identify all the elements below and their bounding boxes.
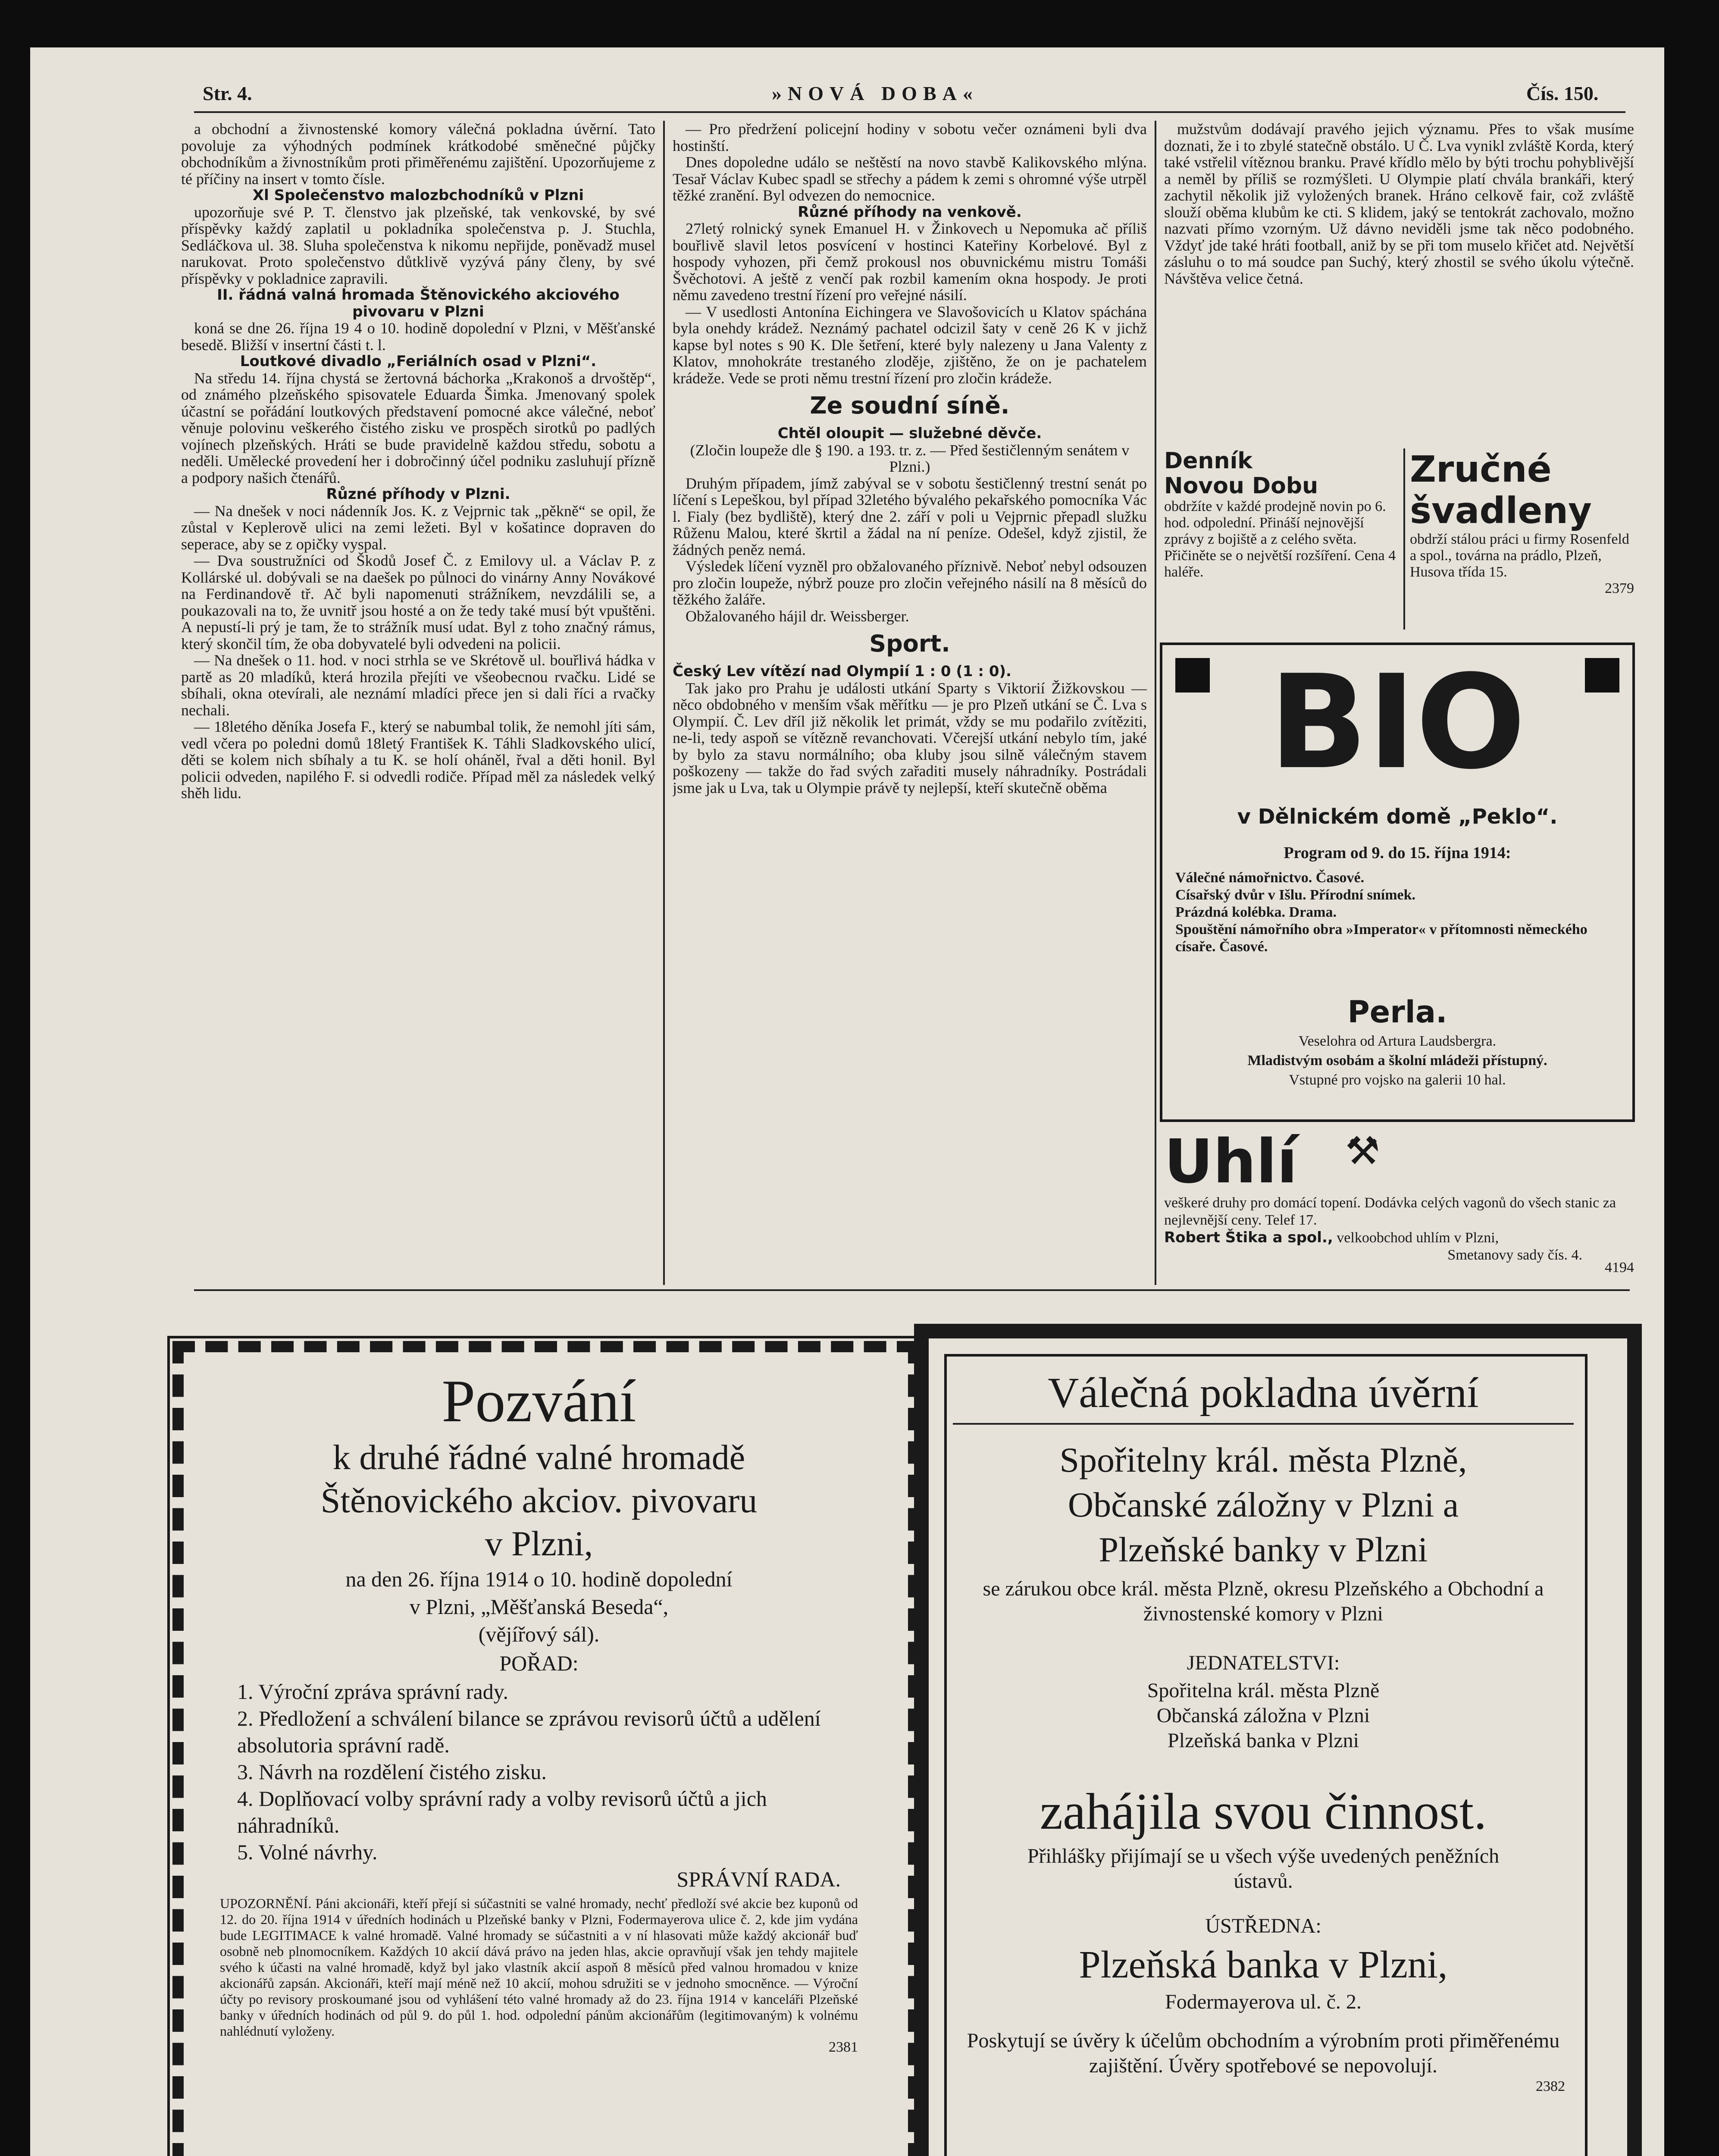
notice: UPOZORNĚNÍ. Páni akcionáři, kteří přejí si súčastniti se valné hromady, nechť předloží své akcie bez kuponů od 12. do 20. října 1914 v úředních hodinách u Plzeňské banky v Plzni, Fodermayerova ulice č. 2, kde jim vydána bude LEGITIMACE k valné hromadě. Valné hromady se súčastniti a v ní hlasovati může každý akcionář buď osobně neb plnomocníkem. Každých 10 akcií dává právo na jeden hlas, akcie opravňují však jen tehdy majitele svého k účasti na valné hromadě, když byl jako vlastník akcií aspoň 8 měsíců před valnou hromadou v knize akcionářů zapsán. Akcionáři, kteří mají méně než 10 akcií, mohou sdružiti se v jednoho smocněnce. — Výroční účty po revisory proskoumané jsou od vyhlášení této valné hromady až do 23. října 1914 v kanceláři Plzeňské banky v úředních hodinách od půl 9. do půl 1. hod. odpolední pánům akcionářům (legitimovaným) k volnému nahlédnutí vyloženy. (220, 1896, 858, 2039)
program-heading: Program od 9. do 15. října 1914: (1284, 844, 1511, 862)
ad-seamstress (1410, 448, 1634, 630)
column-rule (663, 121, 665, 1285)
office-item: Občanská záložna v Plzni (1156, 1704, 1370, 1727)
ad-pozvani (203, 1367, 875, 2056)
newspaper-page (30, 47, 1664, 2156)
title-rule (953, 1423, 1574, 1425)
ad-line: Přihlášky přijímají se u všech výše uvedených peněžních ústavů. (1027, 1845, 1500, 1893)
paragraph: Výsledek líčení vyzněl pro obžalovaného příznivě. Neboť nebyl odsouzen pro zločin loupeže, nýbrž pouze pro zločin veřejného násilí na 8 měsíců do těžkého žaláře. (673, 558, 1147, 608)
perla-subtitle: Veselohra od Artura Laudsbergra. (1298, 1033, 1497, 1049)
ad-line: Spořitelny král. města Plzně, (1059, 1440, 1467, 1479)
issue-number: Čís. 150. (1526, 82, 1599, 104)
paragraph: 27letý rolnický synek Emanuel H. v Žinkovech u Nepomuka ač příliš bouřlivě slavil letos posvícení v hostinci Kateřiny Korbelové. Byl z hospody vyhozen, při čemž prokousl nos obuvnickému mistru Tomáši Švěchotovi. A ještě z venčí pak rozbil kamením okna hospody. Je proti němu zavedeno trestní řízení pro veřejné násilí. (673, 220, 1147, 304)
entry-note: Vstupné pro vojsko na galerii 10 hal. (1289, 1072, 1506, 1088)
paragraph: Na středu 14. října chystá se žertovná báchorka „Krakonoš a drvoštěp“, od známého plzeňského spisovatele Eduarda Šimka. Jmenovaný spolek účastní se pořádání loutkových představení pomocné akce válečné, neboť věnuje polovinu veškerého čistého zisku ve prospěch sirotků po padlých vojínech plzeňských. Hráti se bude pravidelně každou středu, sobotu a neděli. Umělecké provedení her i dobročinný účel podniku zasluhují přízně a podpory našich čtenářů. (181, 369, 655, 486)
section-rule (194, 1289, 1630, 1291)
hq-bank: Plzeňská banka v Plzni, (1079, 1943, 1448, 1986)
agenda-item: 1. Výroční zpráva správní rady. (237, 1680, 508, 1704)
agenda-item: 4. Doplňovací volby správní rady a volby revisorů účtů a jich náhradníků. (237, 1786, 767, 1837)
ad-number: 2381 (829, 2039, 858, 2055)
address: Smetanovy sady čís. 4. (1447, 1247, 1582, 1263)
hammer-icon: ⚒ (1345, 1128, 1380, 1174)
subheading: Různé příhody na venkově. (798, 203, 1022, 221)
paragraph: Druhým případem, jímž zabýval se v sobotu šestičlenný trestní senát po líčení s Lepeškou, byl případ 32letého bývalého pekařského pomocníka Vác l. Fialy (bez bydliště), který dne 2. září v poli u Vejprnic přepadl služku Růženu Malou, které škrtil a žádal na ní peníze. Odešel, když zjistil, že žádných peněz nemá. (673, 474, 1147, 558)
youth-note: Mladistvým osobám a školní mládeži přístupný. (1247, 1053, 1547, 1069)
paragraph: — V usedlosti Antonína Eichingera ve Slavošovicích u Klatov spáchána byla onehdy krádež. Neznámý pachatel odcizil šaty v ceně 26 K v jichž kapse byl notes s 90 K. Dle šetření, které byly nalezeny u Jana Valenty z Klatov, mnohokráte trestaného zloděje, zjištěno, že on je pachatelem krádeže. Vede se proti němu trestní řízení pro zločin krádeže. (673, 303, 1147, 387)
paragraph: — Na dnešek o 11. hod. v noci strhla se ve Skrétově ul. bouřlivá hádka v partě as 20 mladíků, která hrozila přejíti ve všeobecnou rvačku. Lidé se sbíhali, okna otevírali, ale neznámí mladíci přece jen si dali říci a rvačky nechali. (181, 652, 655, 719)
hq-heading: ÚSTŘEDNA: (1205, 1915, 1321, 1937)
ad-rule (1403, 448, 1405, 630)
column-3 (1164, 121, 1634, 440)
program-list (1175, 869, 1619, 956)
program-item: Válečné námořnictvo. Časové. (1175, 870, 1365, 886)
paragraph: Dnes dopoledne událo se neštěstí na novo stavbě Kalikovského mlýna. Tesař Václav Kubec spadl se střechy a pádem k zemi s ohromné výše utrpěl těžké zranění. Byl odvezen do nemocnice. (673, 154, 1147, 204)
firm-name: Robert Štika a spol., (1164, 1229, 1333, 1246)
masthead: »NOVÁ DOBA« (772, 82, 979, 104)
ad-line: na den 26. října 1914 o 10. hodině dopolední (345, 1567, 733, 1591)
subheading: Loutkové divadlo „Feriálních osad v Plzni“. (240, 353, 597, 370)
ad-line: Plzeňské banky v Plzni (1099, 1530, 1428, 1569)
subheading: II. řádná valná hromada Štěnovického akciového pivovaru v Plzni (217, 286, 620, 320)
ad-coal (1164, 1127, 1634, 1276)
paragraph: upozorňuje své P. T. členstvo jak plzeňské, tak venkovské, by své příspěvky každý zaplatil u pokladníka společenstva p. J. Stuchla, Sedláčkova ul. 38. Sluha společenstva k nikomu nepřijde, poněvadž musel narukovat. Proto společenstvo důtklivě vyzývá pány členy, by své příspěvky v pokladnice zapravili. (181, 203, 655, 287)
subheading: Český Lev vítězí nad Olympií 1 : 0 (1 : 0). (673, 663, 1011, 680)
program-item: Prázdná kolébka. Drama. (1175, 904, 1337, 920)
ad-line: k druhé řádné valné hromadě (332, 1438, 745, 1477)
ad-text: obdrží stálou práci u firmy Rosenfeld a spol., továrna na prádlo, Plzeň, Husova třída 15. (1410, 531, 1629, 580)
page-number: Str. 4. (203, 82, 252, 104)
ad-daily (1164, 448, 1397, 630)
agenda-heading: POŘAD: (499, 1651, 579, 1675)
ad-subtitle: v Dělnickém domě „Peklo“. (1237, 805, 1558, 829)
program-item: Spouštění námořního obra »Imperator« v přítomnosti německého císaře. Časové. (1175, 921, 1587, 955)
office-heading: JEDNATELSTVI: (1187, 1651, 1340, 1674)
ad-number: 2379 (1605, 580, 1634, 596)
ad-line: v Plzni, (485, 1524, 593, 1563)
ad-title: Válečná pokladna úvěrní (1048, 1369, 1479, 1416)
subheading: Xl Společenstvo malozbchodníků v Plzni (252, 187, 584, 204)
paragraph: mužstvům dodávají pravého jejich významu. Přes to však musíme doznati, že i to zbylé statečně obstálo. U Č. Lva vynikl zvláště Korda, který také vstřelil vítěznou branku. Pravé křídlo mělo by býti trochu pohyblivější a neměl by příliš se rozmýšleti. U Olympie platí chvála brankáři, který zachytil několik již vyložených branek. Hráno celkově fair, což zvláště slouží oběma klubům ke cti. S klidem, jaký se tentokrát zachovalo, možno nazvati přímo vzorným. Už dávno neviděli jsme tak něco podobného. Vždyť jde také hráti football, aniž by se při tom muselo křičet atd. Největší zásluhu o to má soudce pan Suchý, který zhostil se svého úkolu výtečně. Návštěva velice četná. (1164, 121, 1634, 287)
paragraph: — Na dnešek v noci nádenník Jos. K. z Vejprnic tak „pěkně“ se opil, že zůstal v Keplerově ulici na zemi ležeti. Byl v košatince dopraven do seperace, aby se z opičky vyspal. (181, 502, 655, 553)
program-item: Císařský dvůr v Išlu. Přírodní snímek. (1175, 887, 1416, 903)
ad-valecna (953, 1367, 1574, 2095)
ad-title: Pozvání (441, 1368, 636, 1435)
paragraph: Obžalovaného hájil dr. Weissberger. (686, 607, 909, 625)
hq-address: Fodermayerova ul. č. 2. (1165, 1990, 1362, 2013)
paragraph: a obchodní a živnostenské komory válečná pokladna úvěrní. Tato povoluje za výhodných podmínek krátkodobé směnečné půjčky obchodníkům a živnostníkům proti přiměřenému zajištění. Upozorňujeme z té příčiny na insert v tomto čísle. (181, 121, 655, 188)
ad-title: Uhlí (1164, 1127, 1298, 1197)
ad-title: BIO (1269, 647, 1526, 798)
column-rule (1155, 121, 1156, 1285)
header-rule (194, 111, 1625, 113)
agenda-item: 5. Volné návrhy. (237, 1840, 378, 1864)
ad-title: Novou Dobu (1164, 473, 1318, 499)
ad-title: švadleny (1410, 489, 1592, 532)
ad-number: 2382 (1536, 2078, 1565, 2094)
subheading: Různé příhody v Plzni. (326, 486, 510, 503)
subheading: Chtěl oloupit — služebné děvče. (777, 425, 1042, 442)
ad-text: velkoobchod uhlím v Plzni, (1337, 1230, 1499, 1246)
ad-line: Občanské záložny v Plzni a (1068, 1485, 1459, 1524)
ad-line: (vějířový sál). (478, 1622, 600, 1646)
ad-line: Štěnovického akciov. pivovaru (320, 1481, 758, 1520)
paragraph: (Zločin loupeže dle § 190. a 193. tr. z. — Před šestičlenným senátem v Plzni.) (690, 441, 1130, 475)
column-2 (673, 121, 1147, 1285)
ad-line: Poskytují se úvěry k účelům obchodním a výrobním proti přiměřenému zajištění. Úvěry spotřebové se nepovolují. (967, 2029, 1560, 2077)
perla-title: Perla. (1347, 994, 1447, 1030)
ad-number: 4194 (1605, 1260, 1634, 1275)
ad-text: obdržíte v každé prodejně novin po 6. hod. odpolední. Přináší nejnovější zprávy z bojiště a z celého světa. Přičiněte se o největší rozšíření. Cena 4 haléře. (1164, 498, 1396, 580)
big-announcement: zahájila svou činnost. (1040, 1783, 1487, 1840)
agenda-item: 3. Návrh na rozdělení čistého zisku. (237, 1760, 547, 1784)
office-item: Spořitelna král. města Plzně (1147, 1679, 1380, 1702)
signature: SPRÁVNÍ RADA. (676, 1867, 841, 1891)
agenda-list (203, 1678, 841, 1865)
ad-text: veškeré druhy pro domácí topení. Dodávka celých vagonů do všech stanic za nejlevnější ceny. Telef 17. (1164, 1195, 1616, 1228)
ad-line: v Plzni, „Měšťanská Beseda“, (409, 1595, 669, 1619)
paragraph: koná se dne 26. října 19 4 o 10. hodině dopolední v Plzni, v Měšťanské besedě. Bližší v insertní části t. l. (181, 320, 655, 354)
paragraph: — Pro předržení policejní hodiny v sobotu večer oznámeni byli dva hostinští. (673, 121, 1147, 154)
paragraph: — Dva soustružníci od Škodů Josef Č. z Emilovy ul. a Václav P. z Kollárské ul. dobývali se na daešek po půlnoci do vinárny Anny Novákové na Ferdinandově tř. Ač byli napomenuti strážníkem, nevzdálili se, a poukazovali na to, že uvnitř jsou hosté a on že tedy také musí být vpuštěni. A nepustí-li prý je tam, že to strážník musí udat. Byl z toho značný rámus, který skončil tím, že oba dobyvatelé byli odvedeni na policii. (181, 552, 655, 652)
column-1 (181, 121, 655, 1285)
agenda-item: 2. Předložení a schválení bilance se zprávou revisorů účtů a udělení absolutoria správní radě. (237, 1706, 821, 1757)
office-item: Plzeňská banka v Plzni (1168, 1729, 1359, 1752)
ad-line: se zárukou obce král. města Plzně, okresu Plzeňského a Obchodní a živnostenské komory v Plzni (983, 1577, 1544, 1625)
ad-title: Denník (1164, 448, 1252, 474)
ad-bio (1160, 642, 1635, 1122)
section-title: Ze soudní síně. (810, 392, 1010, 419)
ad-title: Zručné (1410, 448, 1552, 490)
section-title: Sport. (869, 630, 950, 657)
paragraph: Tak jako pro Prahu je události utkání Sparty s Viktorií Žižkovskou — něco obdobného v menším však měřítku — je pro Plzeň utkání se Č. Lva s Olympií. Č. Lev dříl již několik let primát, vždy se mu podařilo zvítěziti, ne-li, tedy aspoň se vítězně revanchovati. Včerejší utkání nebylo tím, jaké by bylo za stavu normálního; oba kluby jsou silně válečným stavem poškozeny — takže do řad svých zařaditi musely náhradníky. Postrádali jsme jak u Lva, tak u Olympie právě ty nejlepší, kteří skutečně oběma (673, 679, 1147, 796)
paragraph: — 18letého děníka Josefa F., který se nabumbal tolik, že nemohl jíti sám, vedl včera po poledni domů 18letý František K. Táhli Sladkovského ulicí, děti se kolem nich sbíhaly a tu K. se holí oháněl, řval a děti honil. Byl policii odveden, napilého F. si odvedli rodiče. Případ měl za následek velký shěh lidu. (181, 718, 655, 802)
